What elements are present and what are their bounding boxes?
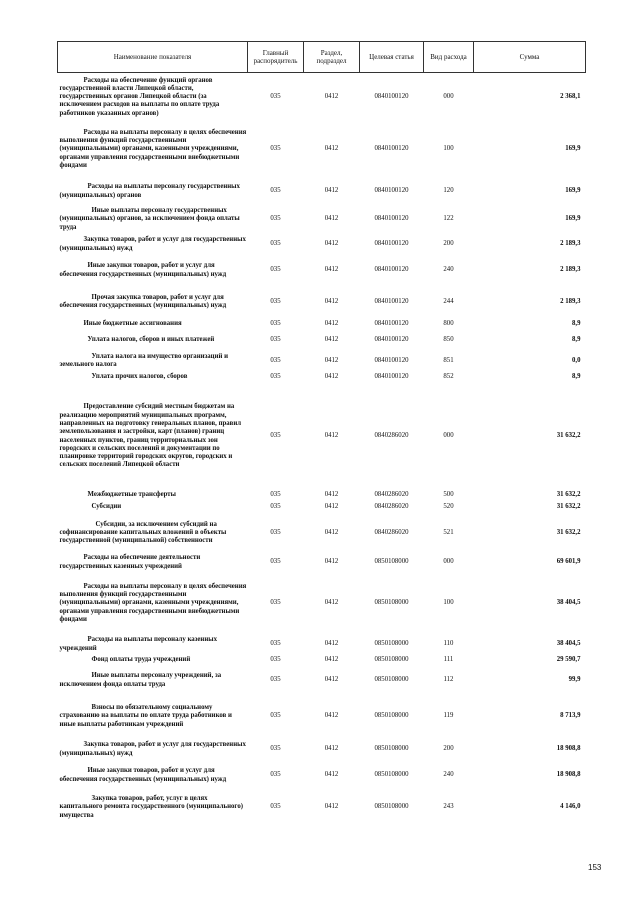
row-main-manager: 035 xyxy=(270,528,281,536)
row-sum: 31 632,2 xyxy=(556,491,581,499)
row-section: 0412 xyxy=(324,503,339,511)
row-expense-type: 521 xyxy=(443,528,454,536)
row-section: 0412 xyxy=(324,745,339,753)
row-sum: 31 632,2 xyxy=(556,432,581,440)
row-section: 0412 xyxy=(324,528,339,536)
row-main-manager: 035 xyxy=(270,187,281,195)
row-main-manager: 035 xyxy=(270,215,281,223)
row-main-manager: 035 xyxy=(270,771,281,779)
table-row xyxy=(58,351,586,372)
row-section: 0412 xyxy=(324,320,339,328)
row-name: Расходы на выплаты персоналу в целях обеспечения выполнения функций государственными (муниципальными) органами, казенными учреждениями, органами управления государственными внебюджетными фондами xyxy=(59,128,247,169)
row-section: 0412 xyxy=(324,771,339,779)
row-main-manager: 035 xyxy=(270,266,281,274)
row-expense-type: 852 xyxy=(443,373,454,381)
row-sum: 0,0 xyxy=(572,356,581,364)
row-section: 0412 xyxy=(324,803,339,811)
row-sum: 8,9 xyxy=(572,320,581,328)
row-target-article: 0840286020 xyxy=(374,491,409,499)
row-main-manager: 035 xyxy=(270,491,281,499)
row-sum: 18 908,8 xyxy=(556,745,581,753)
row-expense-type: 520 xyxy=(443,503,454,511)
table-row xyxy=(58,73,586,122)
row-name: Расходы на выплаты персоналу государственных (муниципальных) органов xyxy=(59,183,240,199)
row-section: 0412 xyxy=(324,336,339,344)
row-main-manager: 035 xyxy=(270,145,281,153)
header-main-manager: Главный распорядитель xyxy=(248,42,304,73)
row-target-article: 0840100120 xyxy=(374,373,409,381)
row-sum: 18 908,8 xyxy=(556,771,581,779)
row-target-article: 0840100120 xyxy=(374,215,409,223)
row-section: 0412 xyxy=(324,656,339,664)
row-target-article: 0840286020 xyxy=(374,432,409,440)
row-main-manager: 035 xyxy=(270,712,281,720)
row-expense-type: 000 xyxy=(443,558,454,566)
header-expense-type: Вид расхода xyxy=(424,42,474,73)
row-expense-type: 244 xyxy=(443,297,454,305)
row-section: 0412 xyxy=(324,640,339,648)
row-section: 0412 xyxy=(324,676,339,684)
row-sum: 169,9 xyxy=(565,145,581,153)
row-expense-type: 112 xyxy=(443,676,454,684)
table-row xyxy=(58,739,586,761)
row-expense-type: 500 xyxy=(443,491,454,499)
row-sum: 2 189,3 xyxy=(560,297,581,305)
row-name: Предоставление субсидий местным бюджетам на реализацию мероприятий муниципальных программ, направленных на подготовку генеральных планов, правил землепользования и застройки, карт (планов) границ населенных пунктов, границ территориальных зон городских и сельских поселений и документации по планировке территорий городских округов, городских и сельских поселений Липецкой области xyxy=(59,403,242,469)
row-sum: 29 590,7 xyxy=(556,656,581,664)
row-section: 0412 xyxy=(324,266,339,274)
row-name: Расходы на обеспечение деятельности государственных казенных учреждений xyxy=(59,554,201,570)
row-expense-type: 100 xyxy=(443,599,454,607)
row-name: Уплата налогов, сборов и иных платежей xyxy=(87,336,215,344)
row-expense-type: 119 xyxy=(443,712,454,720)
row-name: Иные бюджетные ассигнования xyxy=(83,320,182,328)
row-name: Закупка товаров, работ и услуг для государственных (муниципальных) нужд xyxy=(59,236,246,252)
row-section: 0412 xyxy=(324,599,339,607)
row-name: Иные закупки товаров, работ и услуг для обеспечения государственных (муниципальных) нужд xyxy=(59,262,227,278)
table-row xyxy=(58,331,586,351)
table-row xyxy=(58,655,586,667)
table-row xyxy=(58,178,586,206)
row-target-article: 0840100120 xyxy=(374,297,409,305)
row-expense-type: 240 xyxy=(443,771,454,779)
row-target-article: 0850108000 xyxy=(374,771,409,779)
row-name: Закупка товаров, работ, услуг в целях капитального ремонта государственного (муниципального) имущества xyxy=(59,795,243,819)
row-name: Уплата налога на имущество организаций и земельного налога xyxy=(59,352,229,368)
row-sum: 99,9 xyxy=(568,676,581,684)
row-name: Взносы по обязательному социальному страхованию на выплаты по оплате труда работников и иные выплаты работникам учреждений xyxy=(59,704,232,728)
row-expense-type: 240 xyxy=(443,266,454,274)
row-name: Закупка товаров, работ и услуг для государственных (муниципальных) нужд xyxy=(59,741,246,757)
row-sum: 38 404,5 xyxy=(556,640,581,648)
row-section: 0412 xyxy=(324,712,339,720)
header-sum: Сумма xyxy=(474,42,586,73)
row-expense-type: 851 xyxy=(443,356,454,364)
table-row xyxy=(58,256,586,286)
table-row xyxy=(58,695,586,739)
row-main-manager: 035 xyxy=(270,356,281,364)
row-sum: 8,9 xyxy=(572,336,581,344)
row-expense-type: 243 xyxy=(443,803,454,811)
row-target-article: 0850108000 xyxy=(374,599,409,607)
row-name: Расходы на выплаты персоналу в целях обеспечения выполнения функций государственными (муниципальными) органами, казенными учреждениями, органами управления государственными внебюджетными фондами xyxy=(59,582,247,623)
row-target-article: 0840100120 xyxy=(374,320,409,328)
row-expense-type: 200 xyxy=(443,240,454,248)
table-header-row xyxy=(58,42,586,73)
row-name: Иные выплаты персоналу государственных (муниципальных) органов, за исключением фонда оплаты труда xyxy=(59,207,240,231)
row-name: Межбюджетные трансферты xyxy=(87,491,176,499)
row-target-article: 0840100120 xyxy=(374,266,409,274)
row-main-manager: 035 xyxy=(270,320,281,328)
row-expense-type: 110 xyxy=(443,640,454,648)
header-section: Раздел, подраздел xyxy=(304,42,360,73)
row-main-manager: 035 xyxy=(270,745,281,753)
table-body xyxy=(58,73,586,825)
row-sum: 38 404,5 xyxy=(556,599,581,607)
row-main-manager: 035 xyxy=(270,599,281,607)
row-expense-type: 111 xyxy=(443,656,454,664)
row-expense-type: 800 xyxy=(443,320,454,328)
row-target-article: 0840100120 xyxy=(374,93,409,101)
row-section: 0412 xyxy=(324,356,339,364)
row-section: 0412 xyxy=(324,187,339,195)
table-row xyxy=(58,286,586,319)
row-target-article: 0840286020 xyxy=(374,503,409,511)
row-main-manager: 035 xyxy=(270,803,281,811)
row-sum: 31 632,2 xyxy=(556,503,581,511)
table-row xyxy=(58,791,586,825)
table-row xyxy=(58,384,586,490)
row-target-article: 0840100120 xyxy=(374,336,409,344)
row-target-article: 0840100120 xyxy=(374,145,409,153)
row-target-article: 0850108000 xyxy=(374,712,409,720)
row-section: 0412 xyxy=(324,558,339,566)
row-target-article: 0840100120 xyxy=(374,187,409,195)
row-name: Иные выплаты персоналу учреждений, за исключением фонда оплаты труда xyxy=(59,672,222,688)
row-name: Расходы на выплаты персоналу казенных учреждений xyxy=(59,636,217,652)
row-main-manager: 035 xyxy=(270,640,281,648)
row-expense-type: 000 xyxy=(443,432,454,440)
table-row xyxy=(58,667,586,695)
row-target-article: 0850108000 xyxy=(374,640,409,648)
row-target-article: 0840286020 xyxy=(374,528,409,536)
row-main-manager: 035 xyxy=(270,432,281,440)
table-row xyxy=(58,514,586,553)
row-sum: 31 632,2 xyxy=(556,528,581,536)
row-target-article: 0850108000 xyxy=(374,558,409,566)
table-row xyxy=(58,206,586,234)
row-sum: 2 368,1 xyxy=(560,93,581,101)
row-name: Уплата прочих налогов, сборов xyxy=(91,373,188,381)
table-row xyxy=(58,319,586,331)
row-target-article: 0840100120 xyxy=(374,356,409,364)
table-row xyxy=(58,372,586,384)
row-section: 0412 xyxy=(324,240,339,248)
table-row xyxy=(58,573,586,635)
row-name: Субсидии xyxy=(91,503,122,511)
table-row xyxy=(58,761,586,791)
row-section: 0412 xyxy=(324,491,339,499)
row-name: Фонд оплаты труда учреждений xyxy=(91,656,191,664)
row-target-article: 0850108000 xyxy=(374,676,409,684)
table-row xyxy=(58,122,586,178)
header-indicator-name: Наименование показателя xyxy=(58,42,248,73)
row-main-manager: 035 xyxy=(270,240,281,248)
row-main-manager: 035 xyxy=(270,558,281,566)
row-expense-type: 120 xyxy=(443,187,454,195)
row-expense-type: 000 xyxy=(443,93,454,101)
row-target-article: 0850108000 xyxy=(374,803,409,811)
header-target-article: Целевая статья xyxy=(360,42,424,73)
row-name: Иные закупки товаров, работ и услуг для обеспечения государственных (муниципальных) нужд xyxy=(59,767,227,783)
row-expense-type: 850 xyxy=(443,336,454,344)
row-main-manager: 035 xyxy=(270,503,281,511)
row-main-manager: 035 xyxy=(270,676,281,684)
row-target-article: 0850108000 xyxy=(374,656,409,664)
row-expense-type: 100 xyxy=(443,145,454,153)
row-section: 0412 xyxy=(324,297,339,305)
row-name: Субсидии, за исключением субсидий на софинансирование капитальных вложений в объекты государственной (муниципальной) собственности xyxy=(59,520,227,545)
table-row xyxy=(58,635,586,655)
row-main-manager: 035 xyxy=(270,373,281,381)
row-sum: 169,9 xyxy=(565,187,581,195)
table-row xyxy=(58,502,586,514)
row-target-article: 0850108000 xyxy=(374,745,409,753)
row-main-manager: 035 xyxy=(270,656,281,664)
row-sum: 69 601,9 xyxy=(556,558,581,566)
row-sum: 169,9 xyxy=(565,215,581,223)
row-expense-type: 122 xyxy=(443,215,454,223)
table-row xyxy=(58,490,586,502)
row-section: 0412 xyxy=(324,93,339,101)
row-target-article: 0840100120 xyxy=(374,240,409,248)
row-sum: 2 189,3 xyxy=(560,266,581,274)
page-number: 153 xyxy=(588,863,602,872)
row-sum: 8 713,9 xyxy=(560,712,581,720)
row-expense-type: 200 xyxy=(443,745,454,753)
row-section: 0412 xyxy=(324,373,339,381)
table-row xyxy=(58,234,586,256)
row-sum: 4 146,0 xyxy=(560,803,581,811)
row-main-manager: 035 xyxy=(270,297,281,305)
row-name: Прочая закупка товаров, работ и услуг для обеспечения государственных (муниципальных) нужд xyxy=(59,293,227,309)
row-name: Расходы на обеспечение функций органов государственной власти Липецкой области, государственных органов Липецкой области (за исключением расходов на выплаты по оплате труда работников указанных органов) xyxy=(59,76,220,117)
expenditure-table xyxy=(57,41,586,825)
row-sum: 2 189,3 xyxy=(560,240,581,248)
row-sum: 8,9 xyxy=(572,373,581,381)
row-section: 0412 xyxy=(324,432,339,440)
row-main-manager: 035 xyxy=(270,93,281,101)
row-section: 0412 xyxy=(324,145,339,153)
table-row xyxy=(58,553,586,573)
row-section: 0412 xyxy=(324,215,339,223)
row-main-manager: 035 xyxy=(270,336,281,344)
